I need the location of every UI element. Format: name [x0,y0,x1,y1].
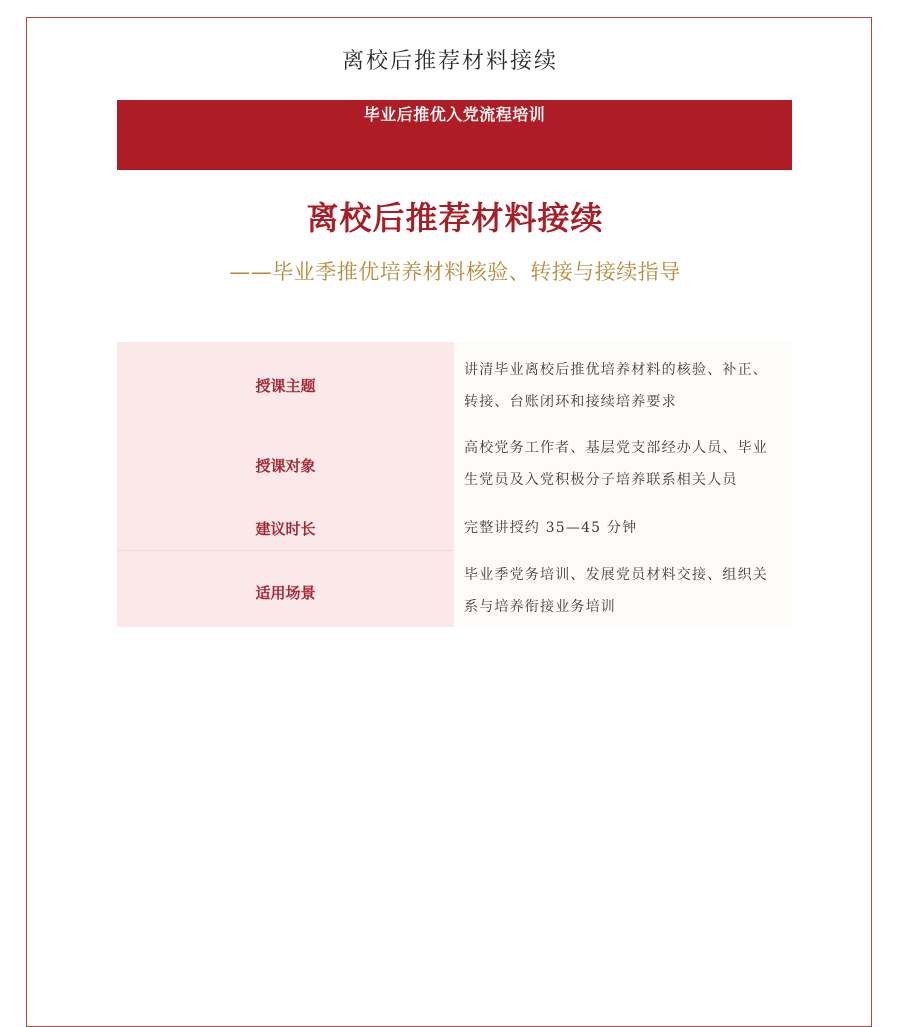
banner-text: 毕业后推优入党流程培训 [363,105,546,124]
info-value-audience: 高校党务工作者、基层党支部经办人员、毕业生党员及入党积极分子培养联系相关人员 [464,440,768,488]
info-value-topic: 讲清毕业离校后推优培养材料的核验、补正、转接、台账闭环和接续培养要求 [464,362,768,410]
document-header-title: 离校后推荐材料接续 [341,49,558,74]
page-subtitle: ——毕业季推优培养材料核验、转接与接续指导 [229,260,681,284]
info-label-topic: 授课主题 [255,377,316,395]
info-label-duration: 建议时长 [255,520,316,538]
row-divider [117,550,454,551]
banner [117,100,792,170]
info-value-duration: 完整讲授约 35—45 分钟 [464,520,638,536]
info-table [117,342,792,627]
info-label-scenario: 适用场景 [255,584,316,602]
info-label-audience: 授课对象 [255,457,316,475]
page-title: 离校后推荐材料接续 [306,199,604,237]
info-value-scenario: 毕业季党务培训、发展党员材料交接、组织关系与培养衔接业务培训 [464,567,768,615]
